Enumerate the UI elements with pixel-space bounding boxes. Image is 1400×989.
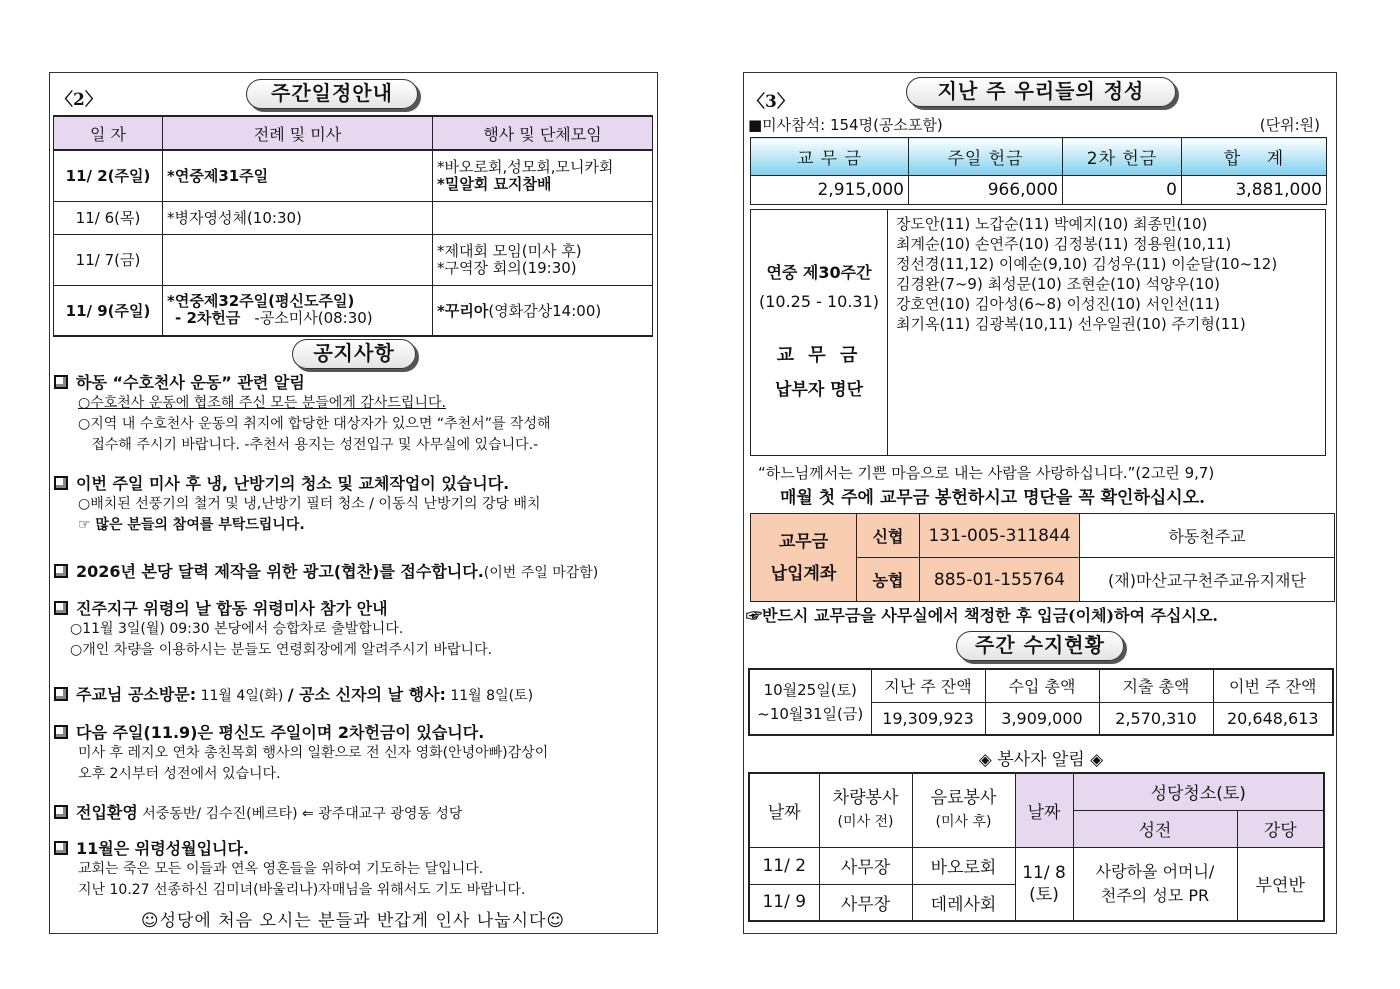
account-label bbox=[751, 514, 857, 602]
finance-period bbox=[749, 669, 871, 735]
offering-value-row bbox=[751, 176, 1327, 205]
donor-range: (10.25 - 10.31) bbox=[758, 292, 880, 311]
notice-title: 공지사항 bbox=[292, 339, 416, 369]
notice-line: ○지역 내 수호천사 운동의 취지에 합당한 대상자가 있으면 “추천서”를 작성해 bbox=[78, 416, 551, 432]
donor-label bbox=[751, 210, 888, 455]
value-sunday: 966,000 bbox=[909, 176, 1063, 205]
offering-title: 지난 주 우리들의 정성 bbox=[906, 77, 1176, 107]
left-page bbox=[49, 72, 658, 934]
account-table bbox=[750, 513, 1335, 602]
notice-line: ○수호천사 운동에 협조해 주신 모든 분들에게 감사드립니다. bbox=[78, 395, 446, 411]
finance-value: 20,648,613 bbox=[1213, 702, 1333, 735]
schedule-date: 11/ 9(주일) bbox=[54, 285, 163, 336]
header-second: 2차 헌금 bbox=[1063, 138, 1182, 176]
attendance-text: ■미사참석: 154명(공소포함) bbox=[748, 116, 943, 134]
offering-table bbox=[750, 137, 1327, 205]
donor-line: 장도안(11) 노갑순(11) 박예지(10) 최종민(10) bbox=[896, 215, 1208, 233]
event-line: *바오로회,성모회,모니카회 bbox=[437, 157, 614, 176]
header-cleaning: 성당청소(토) bbox=[1073, 773, 1324, 810]
header-drink bbox=[912, 773, 1015, 847]
volunteer-car: 사무장 bbox=[819, 847, 912, 884]
header-date: 일 자 bbox=[54, 116, 163, 150]
account-label-line: 교무금 bbox=[778, 531, 829, 552]
volunteer-table bbox=[748, 772, 1325, 922]
checkbox-square-icon bbox=[54, 601, 68, 615]
finance-title: 주간 수지현황 bbox=[956, 631, 1124, 661]
notice-item bbox=[54, 474, 654, 536]
footer-greeting: ☺성당에 처음 오시는 분들과 반갑게 인사 나눕시다☺ bbox=[140, 911, 566, 931]
notice-note: (이번 주일 마감함) bbox=[483, 565, 599, 581]
finance-period-line: 10월25일(토) bbox=[763, 681, 857, 699]
schedule-liturgy bbox=[163, 234, 433, 285]
liturgy-line: *연중제32주일(평신도주일) bbox=[167, 292, 355, 311]
header-date: 날짜 bbox=[749, 773, 819, 847]
header-dues: 교 무 금 bbox=[751, 138, 909, 176]
donor-line: 강호연(10) 김아성(6~8) 이성진(10) 서인선(11) bbox=[896, 295, 1220, 313]
page-number: 〈2〉 bbox=[56, 90, 102, 110]
donor-list-block bbox=[750, 209, 1326, 456]
table-row bbox=[749, 847, 1324, 884]
cleaning-date-line: 11/ 8 bbox=[1022, 862, 1066, 883]
notice-note: 11월 8일(토) bbox=[445, 688, 534, 704]
header-car-sub: (미사 전) bbox=[837, 814, 894, 831]
table-row bbox=[749, 669, 1333, 702]
notice-heading: 2026년 본당 달력 제작을 위한 광고(협찬)를 접수합니다. bbox=[76, 562, 484, 581]
checkbox-square-icon bbox=[54, 687, 68, 701]
header-drink-label: 음료봉사 bbox=[930, 788, 997, 809]
notice-line: ☞ 많은 분들의 참여를 부탁드립니다. bbox=[78, 517, 305, 533]
finance-header: 지출 총액 bbox=[1099, 669, 1213, 702]
header-car-label: 차량봉사 bbox=[832, 788, 899, 809]
donor-list-label: 납부자 명단 bbox=[774, 380, 864, 400]
donor-names bbox=[896, 214, 1277, 334]
event-line: *구역장 회의(19:30) bbox=[437, 258, 577, 277]
schedule-date: 11/ 2(주일) bbox=[54, 150, 163, 201]
volunteer-drink: 데레사회 bbox=[912, 884, 1015, 921]
header-total: 합 계 bbox=[1182, 138, 1327, 176]
donor-line: 정선경(11,12) 이예순(9,10) 김성우(11) 이순달(10~12) bbox=[896, 255, 1278, 273]
checkbox-square-icon bbox=[54, 476, 68, 490]
volunteer-date: 11/ 9 bbox=[749, 884, 819, 921]
finance-header: 지난 주 잔액 bbox=[871, 669, 985, 702]
table-row bbox=[749, 773, 1324, 810]
volunteer-date: 11/ 2 bbox=[749, 847, 819, 884]
event-line: (영화감상14:00) bbox=[488, 301, 602, 320]
event-line: *꾸리아 bbox=[437, 301, 489, 320]
volunteer-title: ◈ 봉사자 알림 ◈ bbox=[978, 750, 1104, 770]
cleaning-date-line: (토) bbox=[1029, 884, 1059, 905]
right-page bbox=[743, 72, 1337, 934]
notice-note: 11월 4일(화) bbox=[196, 688, 288, 704]
notice-line: 지난 10.27 선종하신 김미녀(바울리나)자매님을 위해서도 기도 바랍니다. bbox=[78, 882, 526, 898]
notice-heading: / 공소 신자의 날 행사: bbox=[287, 685, 446, 704]
cleaning-sanctuary-line: 사랑하올 어머니/ bbox=[1095, 861, 1215, 881]
notice-line: 오후 2시부터 성전에서 있습니다. bbox=[78, 766, 281, 782]
volunteer-car: 사무장 bbox=[819, 884, 912, 921]
schedule-events bbox=[433, 285, 653, 336]
bank-name: 농협 bbox=[857, 558, 920, 602]
schedule-events bbox=[433, 234, 653, 285]
schedule-events bbox=[433, 150, 653, 201]
event-line: *제대회 모임(미사 후) bbox=[437, 241, 582, 260]
checkbox-square-icon bbox=[54, 564, 68, 578]
schedule-table bbox=[53, 115, 653, 337]
schedule-header-row bbox=[54, 116, 653, 150]
donor-line: 최계순(10) 손연주(10) 김정봉(11) 정용원(10,11) bbox=[896, 235, 1232, 253]
monthly-note: 매월 첫 주에 교무금 봉헌하시고 명단을 꼭 확인하십시오. bbox=[780, 488, 1206, 508]
header-sanctuary: 성전 bbox=[1073, 810, 1237, 847]
unit-text: (단위:원) bbox=[1259, 116, 1320, 134]
notice-note: 서중동반/ 김수진(베르타) ⇐ 광주대교구 광영동 성당 bbox=[137, 806, 463, 822]
finance-table bbox=[748, 668, 1334, 736]
event-line: *밀알회 묘지참배 bbox=[437, 174, 552, 193]
schedule-liturgy bbox=[163, 285, 433, 336]
notice-heading: 11월은 위령성월입니다. bbox=[76, 839, 250, 858]
checkbox-square-icon bbox=[54, 805, 68, 819]
notice-line: 미사 후 레지오 연차 총친목회 행사의 일환으로 전 신자 영화(안녕아빠)감상이 bbox=[78, 745, 549, 761]
finance-value: 3,909,000 bbox=[985, 702, 1099, 735]
header-drink-sub: (미사 후) bbox=[935, 814, 992, 831]
cleaning-hall: 부연반 bbox=[1237, 847, 1324, 921]
notice-item bbox=[54, 723, 654, 785]
schedule-date: 11/ 6(목) bbox=[54, 201, 163, 234]
value-total: 3,881,000 bbox=[1182, 176, 1327, 205]
notice-item bbox=[54, 373, 654, 456]
value-second: 0 bbox=[1063, 176, 1182, 205]
table-row bbox=[54, 234, 653, 285]
notice-heading: 전입환영 bbox=[76, 803, 138, 822]
offering-header-row bbox=[751, 138, 1327, 176]
donor-line: 김경완(7~9) 최성문(10) 조현순(10) 석양우(10) bbox=[896, 275, 1220, 293]
notice-line: 교회는 죽은 모든 이들과 연옥 영혼들을 위하여 기도하는 달입니다. bbox=[78, 861, 484, 877]
table-row bbox=[54, 201, 653, 234]
cleaning-sanctuary bbox=[1073, 847, 1237, 921]
account-label-line: 납입계좌 bbox=[770, 563, 837, 584]
checkbox-square-icon bbox=[54, 725, 68, 739]
liturgy-line: -공소미사(08:30) bbox=[254, 309, 373, 328]
scripture-quote: “하느님께서는 기쁜 마음으로 내는 사람을 사랑하십니다.”(2고린 9,7) bbox=[758, 464, 1215, 482]
bank-name: 신협 bbox=[857, 514, 920, 558]
notice-item bbox=[54, 562, 654, 583]
account-holder: 하동천주교 bbox=[1080, 514, 1335, 558]
account-number: 885-01-155764 bbox=[920, 558, 1080, 602]
account-note: ☞반드시 교무금을 사무실에서 책정한 후 입금(이체)하여 주십시오. bbox=[746, 606, 1218, 625]
donor-line: 최기옥(11) 김광복(10,11) 선우일권(10) 주기형(11) bbox=[896, 315, 1246, 333]
notice-item bbox=[54, 803, 654, 824]
notice-line: ○개인 차량을 이용하시는 분들도 연령회장에게 알려주시기 바랍니다. bbox=[70, 642, 493, 658]
finance-value: 19,309,923 bbox=[871, 702, 985, 735]
volunteer-drink: 바오로회 bbox=[912, 847, 1015, 884]
checkbox-square-icon bbox=[54, 841, 68, 855]
table-row bbox=[751, 514, 1335, 558]
notice-heading: 다음 주일(11.9)은 평신도 주일이며 2차헌금이 있습니다. bbox=[76, 723, 485, 742]
notice-item bbox=[54, 839, 654, 901]
table-row bbox=[54, 150, 653, 201]
page-number: 〈3〉 bbox=[748, 92, 794, 112]
finance-header: 수입 총액 bbox=[985, 669, 1099, 702]
finance-period-line: ~10월31일(금) bbox=[757, 705, 864, 723]
notice-line: 접수해 주시기 바랍니다. -추천서 용지는 성전입구 및 사무실에 있습니다.- bbox=[78, 437, 539, 453]
cleaning-date bbox=[1015, 847, 1073, 921]
notice-item bbox=[54, 599, 654, 661]
schedule-title: 주간일정안내 bbox=[246, 79, 418, 109]
notice-item bbox=[54, 685, 654, 706]
notice-heading: 하동 “수호천사 운동” 관련 알림 bbox=[76, 373, 305, 392]
header-sunday: 주일 헌금 bbox=[909, 138, 1063, 176]
value-dues: 2,915,000 bbox=[751, 176, 909, 205]
account-holder: (재)마산교구천주교유지재단 bbox=[1080, 558, 1335, 602]
cleaning-sanctuary-line: 천주의 성모 PR bbox=[1100, 885, 1210, 905]
schedule-date: 11/ 7(금) bbox=[54, 234, 163, 285]
header-hall: 강당 bbox=[1237, 810, 1324, 847]
header-events: 행사 및 단체모임 bbox=[433, 116, 653, 150]
notice-line: ○배치된 선풍기의 철거 및 냉,난방기 필터 청소 / 이동식 난방기의 강당 배치 bbox=[78, 496, 541, 512]
finance-value: 2,570,310 bbox=[1099, 702, 1213, 735]
finance-header: 이번 주 잔액 bbox=[1213, 669, 1333, 702]
donor-week: 연중 제30주간 bbox=[766, 263, 872, 282]
notice-heading: 진주지구 위령의 날 합동 위령미사 참가 안내 bbox=[76, 599, 388, 618]
liturgy-line: - 2차헌금 bbox=[175, 309, 241, 328]
schedule-liturgy: *연중제31주일 bbox=[163, 150, 433, 201]
schedule-liturgy: *병자영성체(10:30) bbox=[163, 201, 433, 234]
notice-line: ○11월 3일(월) 09:30 본당에서 승합차로 출발합니다. bbox=[70, 621, 404, 637]
donor-dues-label: 교 무 금 bbox=[776, 345, 862, 366]
schedule-events bbox=[433, 201, 653, 234]
table-row bbox=[54, 285, 653, 336]
account-number: 131-005-311844 bbox=[920, 514, 1080, 558]
header-liturgy: 전례 및 미사 bbox=[163, 116, 433, 150]
notice-heading: 주교님 공소방문: bbox=[76, 685, 197, 704]
checkbox-square-icon bbox=[54, 375, 68, 389]
header-car bbox=[819, 773, 912, 847]
notice-heading: 이번 주일 미사 후 냉, 난방기의 청소 및 교체작업이 있습니다. bbox=[76, 474, 510, 493]
header-date2: 날짜 bbox=[1015, 773, 1073, 847]
